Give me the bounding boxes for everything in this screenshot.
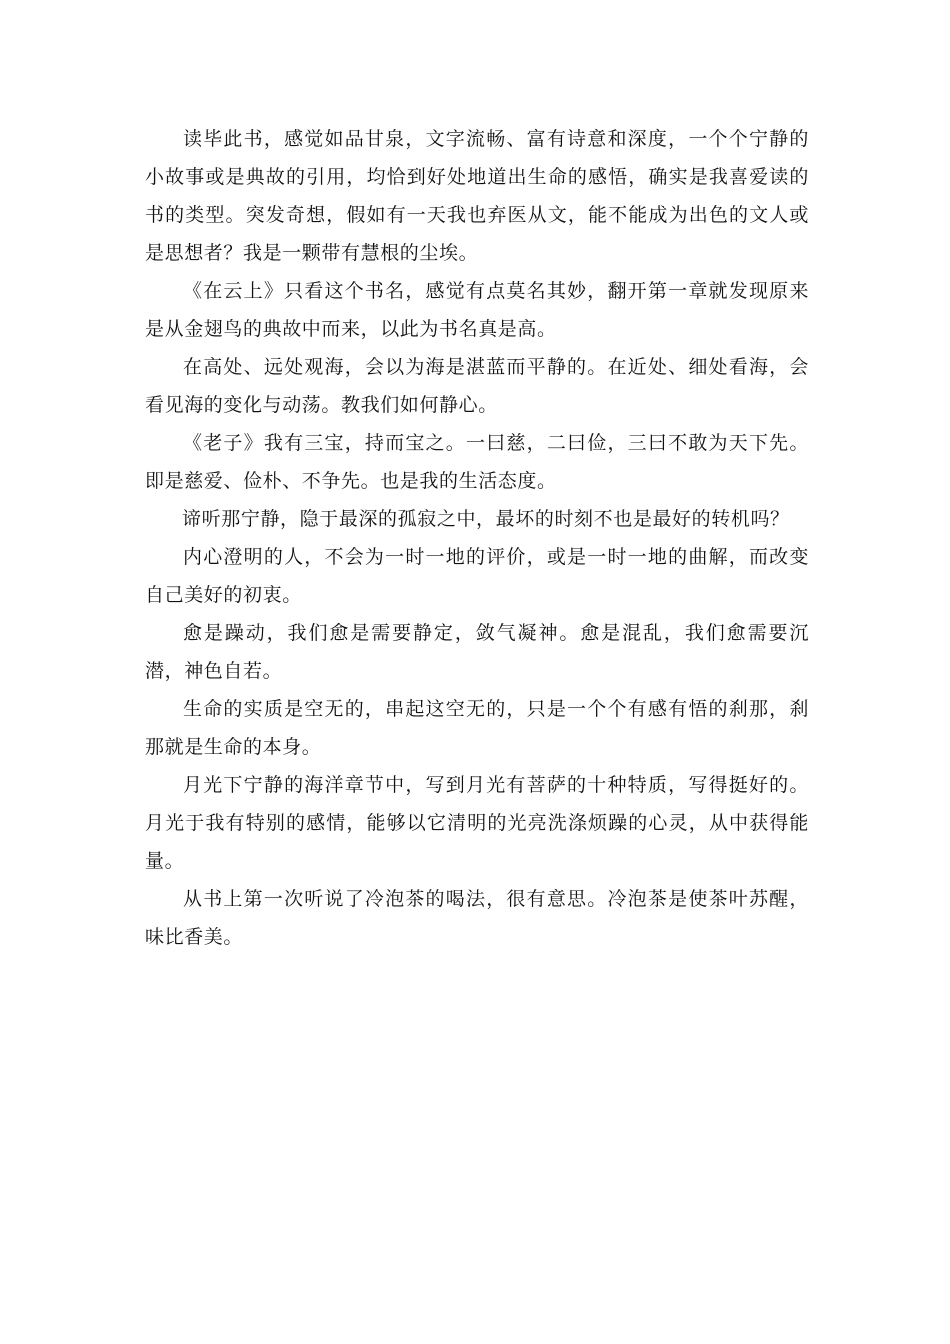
document-body: [145, 120, 809, 956]
paragraph-5: 谛听那宁静，隐于最深的孤寂之中，最坏的时刻不也是最好的转机吗？: [182, 508, 790, 530]
paragraph-7: 愈是躁动，我们愈是需要静定，敛气凝神。愈是混乱，我们愈需要沉潜，神色自若。: [145, 622, 809, 682]
paragraph-9: 月光下宁静的海洋章节中，写到月光有菩萨的十种特质，写得挺好的。月光于我有特别的感情，能够以它清明的光亮洗涤烦躁的心灵，从中获得能量。: [145, 774, 809, 872]
paragraph-6: 内心澄明的人，不会为一时一地的评价，或是一时一地的曲解，而改变自己美好的初衷。: [145, 546, 809, 606]
paragraph-4: 《老子》我有三宝，持而宝之。一曰慈，二曰俭，三曰不敢为天下先。即是慈爱、俭朴、不争先。也是我的生活态度。: [145, 432, 809, 492]
paragraph-1: 读毕此书，感觉如品甘泉，文字流畅、富有诗意和深度，一个个宁静的小故事或是典故的引用，均恰到好处地道出生命的感悟，确实是我喜爱读的书的类型。突发奇想，假如有一天我也弃医从文，能不能成为出色的文人或是思想者？我是一颗带有慧根的尘埃。: [145, 128, 809, 264]
paragraph-10: 从书上第一次听说了冷泡茶的喝法，很有意思。冷泡茶是使茶叶苏醒，味比香美。: [145, 888, 809, 948]
paragraph-2: 《在云上》只看这个书名，感觉有点莫名其妙，翻开第一章就发现原来是从金翅鸟的典故中而来，以此为书名真是高。: [145, 280, 809, 340]
paragraph-3: 在高处、远处观海，会以为海是湛蓝而平静的。在近处、细处看海，会看见海的变化与动荡。教我们如何静心。: [145, 356, 809, 416]
paragraph-8: 生命的实质是空无的，串起这空无的，只是一个个有感有悟的刹那，刹那就是生命的本身。: [145, 698, 809, 758]
